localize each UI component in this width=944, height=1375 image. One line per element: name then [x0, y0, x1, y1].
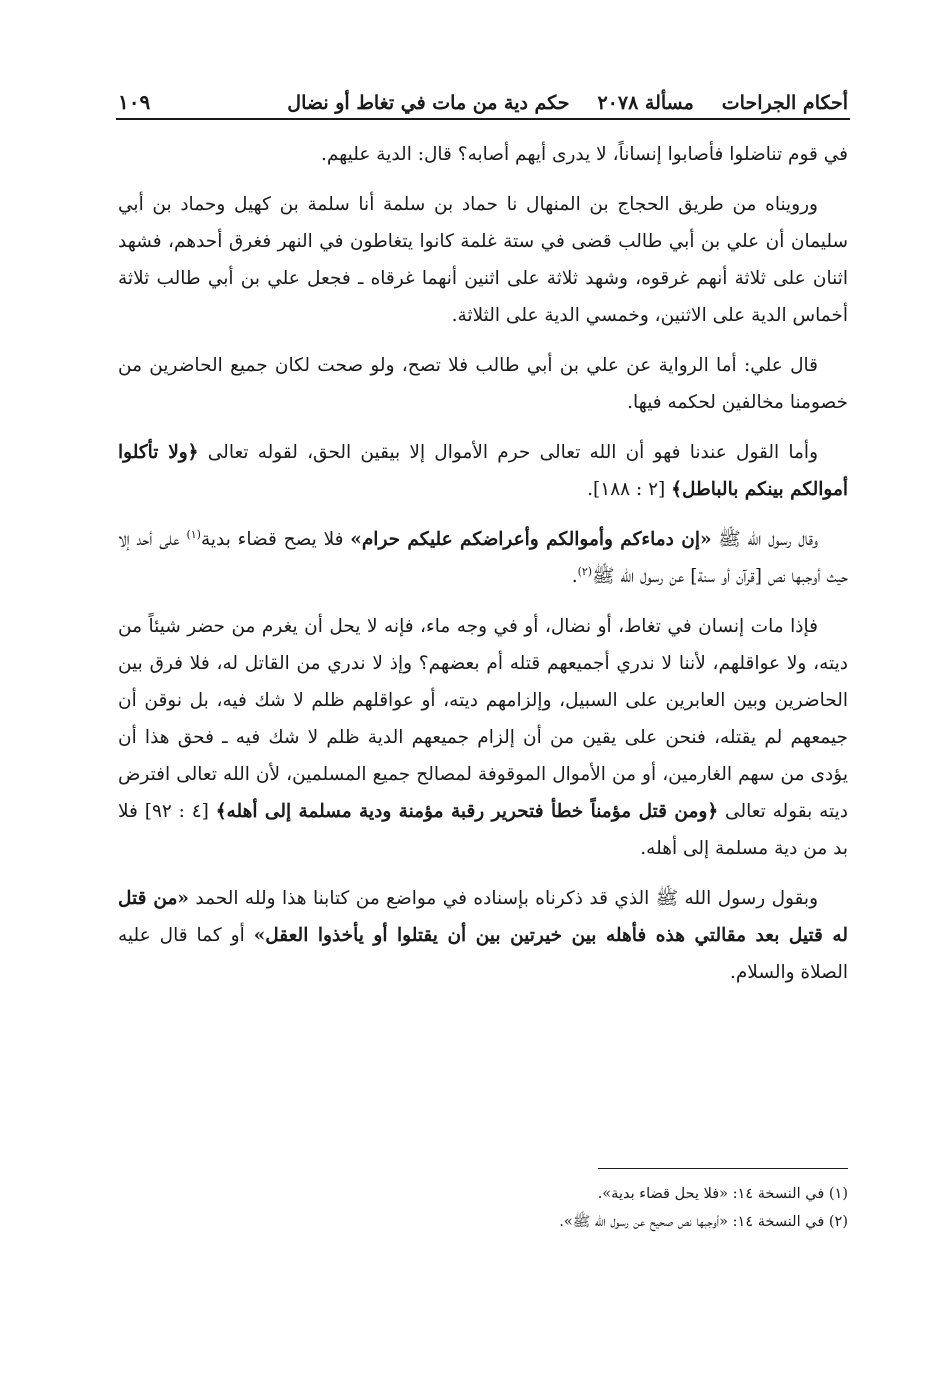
- hadith-quote: «من قتل له قتيل بعد مقالتي هذه فأهله بين خيرتين بين أن يقتلوا أو يأخذوا العقل»: [118, 888, 848, 946]
- paragraph-1: في قوم تناضلوا فأصابوا إنساناً، لا يدرى أيهم أصابه؟ قال: الدية عليهم.: [320, 144, 848, 165]
- header-divider: [116, 118, 850, 120]
- quran-verse: ﴿ولا تأكلوا أموالكم بينكم بالباطل﴾: [118, 442, 848, 500]
- paragraph-7: [118, 880, 848, 991]
- running-header: [118, 78, 848, 114]
- book-title: أحكام الجراحات: [721, 92, 848, 114]
- footnote-divider: [598, 1168, 848, 1169]
- footnote-2: (٢) في النسخة ١٤: «أوجبها نص صحيح عن رسول الله ﷺ».: [559, 1214, 848, 1230]
- paragraph-3: قال علي: أما الرواية عن علي بن أبي طالب فلا تصح، ولو صحت لكان جميع الحاضرين من خصومنا مخالفين لحكمه فيها.: [118, 355, 848, 413]
- paragraph-4-text: وأما القول عندنا فهو أن الله تعالى حرم الأموال إلا بيقين الحق، لقوله تعالى: [207, 442, 818, 463]
- paragraph-5-text-b: فلا يصح قضاء بدية: [200, 529, 344, 550]
- footnotes: [118, 1180, 848, 1236]
- paragraph-5-end: .: [571, 566, 578, 587]
- main-text: [118, 136, 848, 1004]
- hadith-quote: «إن دماءكم وأموالكم وأعراضكم عليكم حرام»: [350, 529, 712, 550]
- paragraph-6-text: فإذا مات إنسان في تغاط، أو نضال، أو في وجه ماء، فإنه لا يحل أن يغرم من حضر شيئاً من ديته، ولا عواقلهم، لأننا لا ندري أجميعهم قتله أم بعضهم؟ وإذ لا ندري من القاتل له، فلا فرق بين الحاضرين وبين العابرين على السبيل، وإلزامهم ديته، أو عواقلهم ظلم لا شك فيه، بل نوقن أن جيمعهم لم يقتله، فنحن على يقين من أن إلزام جميعهم الدية ظلم لا شك فيه ـ فحق هذا أن يؤدى من سهم الغارمين، أو من الأموال الموقوفة لمصالح جميع المسلمين، لأن الله تعالى افترض ديته بقوله تعالى: [118, 616, 848, 822]
- paragraph-5: [118, 521, 848, 595]
- footnote-ref-2: (٢): [577, 564, 593, 578]
- book-page: [118, 70, 848, 1250]
- paragraph-2: ورويناه من طريق الحجاج بن المنهال نا حماد بن سلمة أنا سلمة بن كهيل وحماد بن أبي سليمان أن علي بن أبي طالب قضى في ستة غلمة كانوا يتغاطون في النهر فغرق أحدهم، فشهد اثنان على ثلاثة أنهم غرقوه، وشهد ثلاثة على اثنين أنهما غرقاه ـ فجعل علي بن أبي طالب ثلاثة أخماس الدية على الاثنين، وخمسي الدية على الثلاثة.: [118, 194, 848, 326]
- paragraph-6: [118, 608, 848, 867]
- verse-reference: [٢ : ١٨٨].: [587, 479, 666, 500]
- paragraph-7-text: وبقول رسول الله ﷺ الذي قد ذكرناه بإسناده في مواضع من كتابنا هذا ولله الحمد: [195, 888, 819, 909]
- paragraph-7-text-b: أو كما قال عليه الصلاة والسلام.: [118, 925, 848, 983]
- paragraph-5-text-c: على أحد إلا حيث أوجبها نص [قرآن أو سنة] عن رسول الله ﷺ: [118, 529, 848, 587]
- running-title: [287, 92, 848, 114]
- paragraph-4: [118, 434, 848, 508]
- paragraph-5-text: وقال رسول الله ﷺ: [718, 529, 819, 550]
- issue-number: مسألة ٢٠٧٨: [597, 92, 694, 114]
- page-number: ١٠٩: [118, 90, 151, 114]
- footnote-ref-1: (١): [186, 527, 201, 541]
- footnote-1: (١) في النسخة ١٤: «فلا يحل قضاء بدية».: [597, 1186, 848, 1202]
- paragraph-6-text-b: [٤ : ٩٢] فلا بد من دية مسلمة إلى أهله.: [118, 801, 848, 859]
- issue-topic: حكم دية من مات في تغاط أو نضال: [287, 92, 570, 114]
- quran-verse: ﴿ومن قتل مؤمناً خطأ فتحرير رقبة مؤمنة ودية مسلمة إلى أهله﴾: [215, 801, 719, 822]
